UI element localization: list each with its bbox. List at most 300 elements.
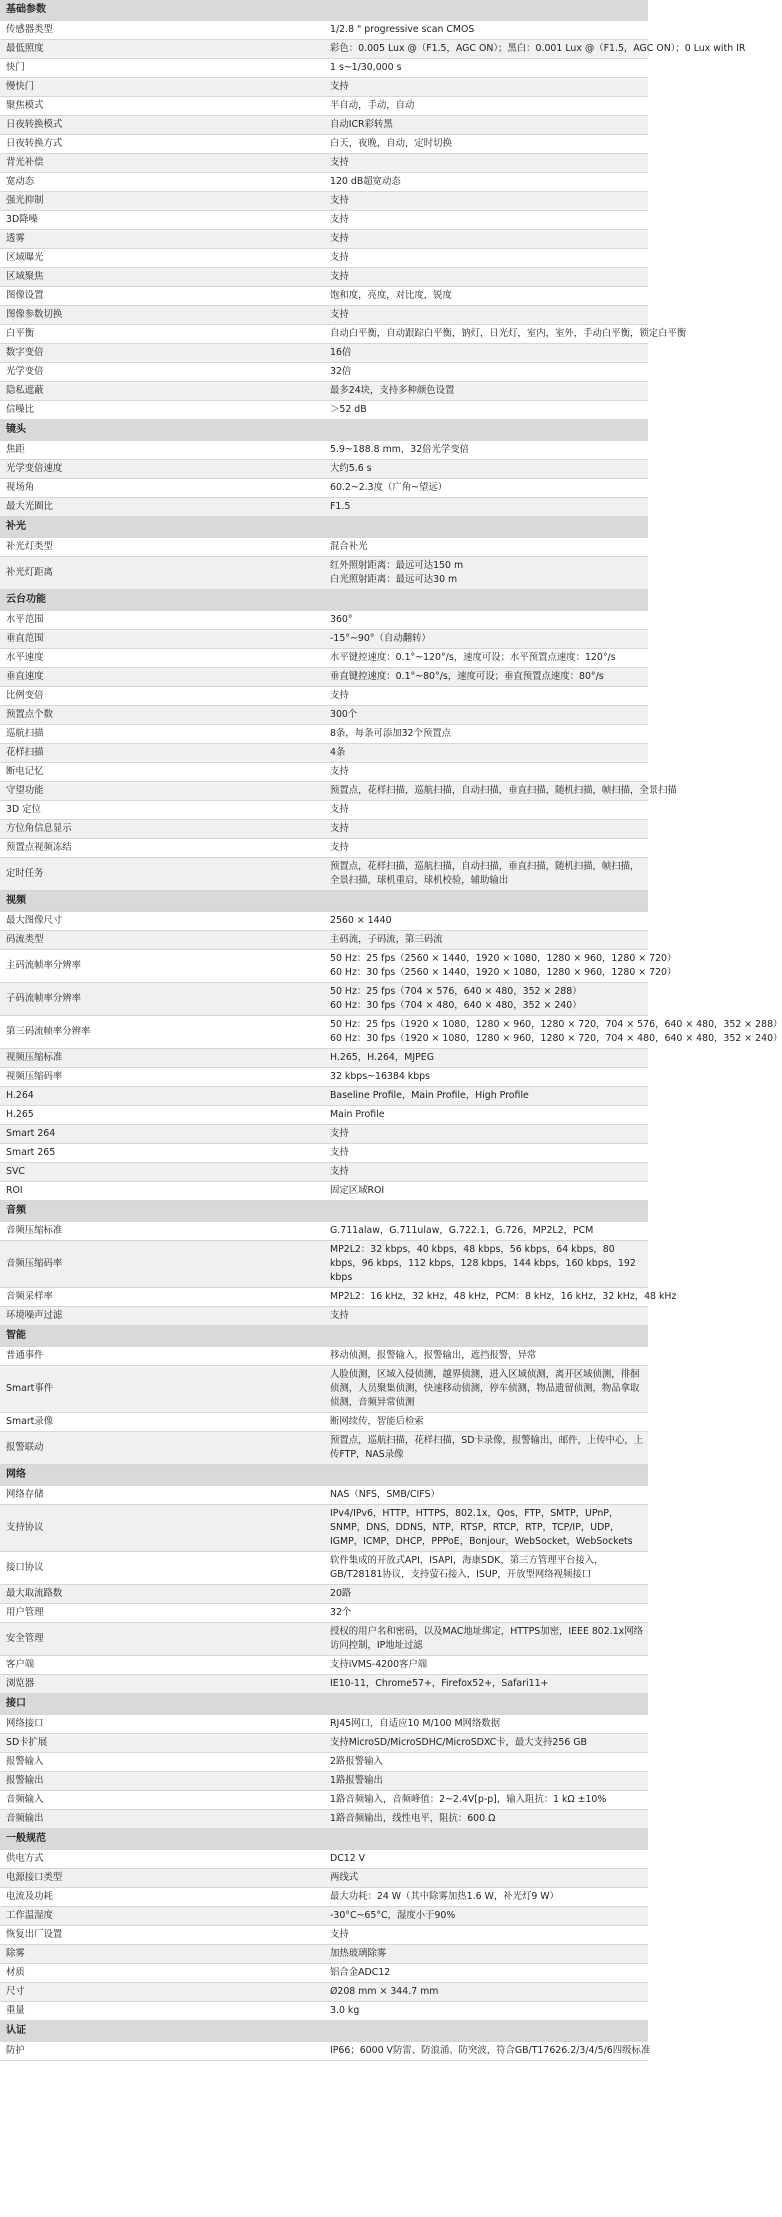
- spec-value: [324, 1983, 648, 2002]
- spec-label: 接口协议: [0, 1552, 324, 1585]
- spec-value: [324, 1810, 648, 1829]
- spec-row: [0, 1347, 648, 1366]
- spec-value-line: 白天，夜晚，自动，定时切换: [330, 138, 452, 149]
- spec-label: 恢复出厂设置: [0, 1926, 324, 1945]
- spec-label: 子码流帧率分辨率: [0, 983, 324, 1016]
- spec-value-line: 水平键控速度：0.1°~120°/s，速度可设；水平预置点速度：120°/s: [330, 652, 616, 663]
- spec-value-line: 50 Hz：25 fps（704 × 576，640 × 480，352 × 288）: [330, 986, 582, 997]
- spec-value: [324, 441, 648, 460]
- spec-row: [0, 538, 648, 557]
- spec-label: 音频压缩标准: [0, 1222, 324, 1241]
- spec-row: [0, 1907, 648, 1926]
- spec-value-line: 加热玻璃除雾: [330, 1948, 387, 1959]
- spec-label: 图像参数切换: [0, 306, 324, 325]
- spec-label: 音频输出: [0, 1810, 324, 1829]
- spec-label: 网络存储: [0, 1486, 324, 1505]
- spec-row: [0, 931, 648, 950]
- spec-row: [0, 950, 648, 983]
- spec-label: 工作温湿度: [0, 1907, 324, 1926]
- spec-value: [324, 1182, 648, 1201]
- spec-row: [0, 1106, 648, 1125]
- spec-label: 水平速度: [0, 649, 324, 668]
- spec-value-line: 360°: [330, 614, 353, 625]
- spec-value: [324, 268, 648, 287]
- spec-label: 供电方式: [0, 1850, 324, 1869]
- spec-value: [324, 1413, 648, 1432]
- spec-value-line: 红外照射距离：最远可达150 m: [330, 560, 464, 571]
- spec-row: [0, 382, 648, 401]
- spec-value: [324, 611, 648, 630]
- spec-value-line: 5.9~188.8 mm，32倍光学变倍: [330, 444, 470, 455]
- spec-row: [0, 268, 648, 287]
- spec-value: [324, 1016, 782, 1049]
- spec-value-line: 50 Hz：25 fps（1920 × 1080，1280 × 960，1280 × 720，704 × 576，640 × 480，352 × 288）: [330, 1019, 782, 1030]
- spec-value: [324, 1675, 648, 1694]
- spec-value: [324, 479, 648, 498]
- spec-label: 用户管理: [0, 1604, 324, 1623]
- spec-label: 视频压缩标准: [0, 1049, 324, 1068]
- spec-row: [0, 1585, 648, 1604]
- spec-value-line: 支持: [330, 1166, 349, 1177]
- spec-label: Smart 265: [0, 1144, 324, 1163]
- spec-label: 信噪比: [0, 401, 324, 420]
- spec-row: [0, 801, 648, 820]
- section-header: [0, 1465, 648, 1486]
- spec-row: [0, 725, 648, 744]
- spec-value: [324, 1241, 648, 1288]
- spec-value-line: 32个: [330, 1607, 352, 1618]
- spec-row: [0, 820, 648, 839]
- spec-label: SVC: [0, 1163, 324, 1182]
- spec-value: [324, 498, 648, 517]
- spec-value: [324, 154, 648, 173]
- spec-value: [324, 1125, 648, 1144]
- spec-value: [324, 931, 648, 950]
- spec-value: [324, 401, 648, 420]
- spec-value-line: 支持: [330, 195, 349, 206]
- spec-value-line: 大约5.6 s: [330, 463, 372, 474]
- spec-label: 焦距: [0, 441, 324, 460]
- spec-value-line: 32倍: [330, 366, 352, 377]
- spec-row: [0, 1810, 648, 1829]
- spec-value-line: 120 dB超宽动态: [330, 176, 401, 187]
- spec-row: [0, 230, 648, 249]
- spec-value: [324, 40, 746, 59]
- section-title: 一般规范: [0, 1829, 648, 1850]
- spec-value-line: 1路报警输出: [330, 1775, 383, 1786]
- spec-label: 断电记忆: [0, 763, 324, 782]
- spec-value: [324, 1734, 648, 1753]
- spec-value-line: 支持: [330, 214, 349, 225]
- spec-row: [0, 344, 648, 363]
- spec-row: [0, 1926, 648, 1945]
- spec-value-line: -30°C~65°C，湿度小于90%: [330, 1910, 456, 1921]
- spec-value: [324, 1791, 648, 1810]
- spec-value-line: 两线式: [330, 1872, 359, 1883]
- spec-label: 报警输出: [0, 1772, 324, 1791]
- spec-label: 最大光圈比: [0, 498, 324, 517]
- spec-row: [0, 21, 648, 40]
- spec-row: [0, 498, 648, 517]
- section-header: [0, 517, 648, 538]
- spec-row: [0, 97, 648, 116]
- spec-label: 重量: [0, 2002, 324, 2021]
- spec-label: 预置点视频冻结: [0, 839, 324, 858]
- spec-row: [0, 211, 648, 230]
- spec-value-line: 支持: [330, 271, 349, 282]
- spec-value-line: 300个: [330, 709, 358, 720]
- spec-label: 补光灯距离: [0, 557, 324, 590]
- spec-value-line: 主码流，子码流，第三码流: [330, 934, 443, 945]
- spec-row: [0, 173, 648, 192]
- spec-label: 区域聚焦: [0, 268, 324, 287]
- spec-label: 聚焦模式: [0, 97, 324, 116]
- spec-label: Smart 264: [0, 1125, 324, 1144]
- spec-value: [324, 1926, 648, 1945]
- spec-value: [324, 1945, 648, 1964]
- spec-value-line: 50 Hz：25 fps（2560 × 1440，1920 × 1080，1280 × 960，1280 × 720）: [330, 953, 677, 964]
- spec-label: 光学变倍速度: [0, 460, 324, 479]
- spec-label: 比例变倍: [0, 687, 324, 706]
- spec-label: 第三码流帧率分辨率: [0, 1016, 324, 1049]
- spec-value: [324, 1307, 648, 1326]
- spec-value: [324, 344, 648, 363]
- spec-value: [324, 1604, 648, 1623]
- spec-value: [324, 382, 648, 401]
- spec-value-line: 支持: [330, 157, 349, 168]
- spec-value-line: 32 kbps~16384 kbps: [330, 1071, 430, 1082]
- spec-label: 快门: [0, 59, 324, 78]
- spec-row: [0, 687, 648, 706]
- spec-value-line: 支持: [330, 252, 349, 263]
- spec-row: [0, 192, 648, 211]
- spec-value: [324, 78, 648, 97]
- spec-value: [324, 687, 648, 706]
- section-title: 基础参数: [0, 0, 648, 21]
- spec-label: H.265: [0, 1106, 324, 1125]
- spec-value: [324, 1288, 677, 1307]
- spec-value-line: 垂直键控速度：0.1°~80°/s，速度可设；垂直预置点速度：80°/s: [330, 671, 604, 682]
- spec-row: [0, 1983, 648, 2002]
- spec-value-line: 60 Hz：30 fps（1920 × 1080，1280 × 960，1280 × 720，704 × 480，640 × 480，352 × 240）: [330, 1033, 782, 1044]
- spec-row: [0, 1125, 648, 1144]
- spec-value: [324, 1087, 648, 1106]
- section-header: [0, 1829, 648, 1850]
- spec-value: [324, 912, 648, 931]
- spec-value-line: 支持: [330, 1147, 349, 1158]
- spec-label: 补光灯类型: [0, 538, 324, 557]
- spec-label: 除雾: [0, 1945, 324, 1964]
- spec-value: [324, 306, 648, 325]
- spec-value-line: -15°~90°（自动翻转）: [330, 633, 431, 644]
- spec-value-line: 支持: [330, 690, 349, 701]
- spec-label: 客户端: [0, 1656, 324, 1675]
- spec-label: 数字变倍: [0, 344, 324, 363]
- spec-value-line: 2路报警输入: [330, 1756, 383, 1767]
- spec-value: [324, 2042, 651, 2061]
- spec-value-line: ＞52 dB: [330, 404, 367, 415]
- spec-label: 音频输入: [0, 1791, 324, 1810]
- spec-row: [0, 668, 648, 687]
- spec-row: [0, 1623, 648, 1656]
- spec-row: [0, 1675, 648, 1694]
- spec-value: [324, 460, 648, 479]
- spec-row: [0, 116, 648, 135]
- spec-label: 背光补偿: [0, 154, 324, 173]
- spec-value: [324, 1772, 648, 1791]
- spec-value-line: 自动ICR彩转黑: [330, 119, 393, 130]
- spec-value-line: RJ45网口，自适应10 M/100 M网络数据: [330, 1718, 501, 1729]
- spec-label: 花样扫描: [0, 744, 324, 763]
- spec-row: [0, 154, 648, 173]
- spec-value-line: 支持: [330, 309, 349, 320]
- spec-value: [324, 230, 648, 249]
- spec-value: [324, 820, 648, 839]
- section-title: 云台功能: [0, 590, 648, 611]
- spec-label: 环境噪声过滤: [0, 1307, 324, 1326]
- spec-value: [324, 97, 648, 116]
- spec-row: [0, 1552, 648, 1585]
- spec-value-line: 支持: [330, 823, 349, 834]
- spec-row: [0, 1163, 648, 1182]
- spec-label: 强光抑制: [0, 192, 324, 211]
- spec-row: [0, 479, 648, 498]
- spec-label: 日夜转换模式: [0, 116, 324, 135]
- spec-value: [324, 1144, 648, 1163]
- spec-row: [0, 1016, 648, 1049]
- spec-row: [0, 78, 648, 97]
- spec-value-line: MP2L2：32 kbps，40 kbps，48 kbps，56 kbps，64 kbps，80 kbps，96 kbps，112 kbps，128 kbps，144 kbps，160 kbps，192 kbps: [330, 1244, 636, 1283]
- spec-label: Smart事件: [0, 1366, 324, 1413]
- spec-value-line: IPv4/IPv6，HTTP，HTTPS，802.1x，Qos，FTP，SMTP，UPnP，SNMP，DNS，DDNS，NTP，RTSP，RTCP，RTP，TCP/IP，UDP，IGMP，ICMP，DHCP，PPPoE，Bonjour，WebSocket，WebSockets: [330, 1508, 633, 1547]
- spec-value: [324, 1907, 648, 1926]
- spec-label: 音频压缩码率: [0, 1241, 324, 1288]
- spec-value: [324, 1850, 648, 1869]
- spec-label: 报警联动: [0, 1432, 324, 1465]
- spec-row: [0, 1791, 648, 1810]
- spec-row: [0, 782, 648, 801]
- spec-value-line: 白光照射距离：最远可达30 m: [330, 574, 458, 585]
- spec-label: 最大取流路数: [0, 1585, 324, 1604]
- spec-value: [324, 1347, 648, 1366]
- spec-value: [324, 1585, 648, 1604]
- spec-row: [0, 325, 648, 344]
- section-title: 补光: [0, 517, 648, 538]
- spec-value: [324, 630, 648, 649]
- spec-value: [324, 668, 648, 687]
- spec-value: [324, 363, 648, 382]
- spec-row: [0, 1850, 648, 1869]
- spec-value-line: H.265，H.264，MJPEG: [330, 1052, 434, 1063]
- spec-row: [0, 1413, 648, 1432]
- spec-value-line: 支持iVMS-4200客户端: [330, 1659, 428, 1670]
- spec-value: [324, 1106, 648, 1125]
- section-header: [0, 2021, 648, 2042]
- spec-label: 防护: [0, 2042, 324, 2061]
- spec-value: [324, 706, 648, 725]
- spec-row: [0, 135, 648, 154]
- spec-value-line: 60.2~2.3度（广角~望远）: [330, 482, 448, 493]
- spec-label: 区域曝光: [0, 249, 324, 268]
- spec-value: [324, 1505, 648, 1552]
- spec-label: 宽动态: [0, 173, 324, 192]
- spec-value-line: 3.0 kg: [330, 2005, 360, 2016]
- spec-label: SD卡扩展: [0, 1734, 324, 1753]
- spec-value-line: 半自动，手动，自动: [330, 100, 415, 111]
- spec-label: 白平衡: [0, 325, 324, 344]
- spec-label: 视频压缩码率: [0, 1068, 324, 1087]
- spec-value: [324, 538, 648, 557]
- spec-value-line: 预置点，巡航扫描，花样扫描，SD卡录像，报警输出，邮件，上传中心，上传FTP，NAS录像: [330, 1435, 644, 1460]
- spec-value: [324, 21, 648, 40]
- section-header: [0, 891, 648, 912]
- spec-label: 垂直速度: [0, 668, 324, 687]
- spec-value: [324, 2002, 648, 2021]
- spec-label: 音频采样率: [0, 1288, 324, 1307]
- spec-value: [324, 782, 677, 801]
- spec-value: [324, 325, 687, 344]
- spec-value-line: 16倍: [330, 347, 352, 358]
- spec-row: [0, 1964, 648, 1983]
- spec-label: 守望功能: [0, 782, 324, 801]
- spec-value: [324, 59, 648, 78]
- spec-row: [0, 1656, 648, 1675]
- spec-value: [324, 116, 648, 135]
- spec-value: [324, 1656, 648, 1675]
- spec-value: [324, 249, 648, 268]
- spec-label: 视场角: [0, 479, 324, 498]
- spec-value-line: IP66；6000 V防雷、防浪涌、防突波，符合GB/T17626.2/3/4/5/6四级标准: [330, 2045, 651, 2056]
- spec-row: [0, 249, 648, 268]
- spec-value-line: 支持: [330, 1929, 349, 1940]
- spec-row: [0, 744, 648, 763]
- spec-row: [0, 649, 648, 668]
- spec-label: 垂直范围: [0, 630, 324, 649]
- spec-value: [324, 1869, 648, 1888]
- spec-value: [324, 1964, 648, 1983]
- spec-row: [0, 763, 648, 782]
- spec-value: [324, 1366, 648, 1413]
- spec-value-line: 自动白平衡，自动跟踪白平衡，钠灯，日光灯，室内，室外，手动白平衡，锁定白平衡: [330, 328, 687, 339]
- spec-value: [324, 1486, 648, 1505]
- spec-value-line: 软件集成的开放式API，ISAPI，海康SDK，第三方管理平台接入，GB/T28181协议，支持萤石接入，ISUP，开放型网络视频接口: [330, 1555, 604, 1580]
- spec-value-line: 授权的用户名和密码，以及MAC地址绑定，HTTPS加密，IEEE 802.1x网络访问控制，IP地址过滤: [330, 1626, 643, 1651]
- spec-row: [0, 912, 648, 931]
- section-title: 接口: [0, 1694, 648, 1715]
- spec-row: [0, 40, 648, 59]
- spec-value-line: 20路: [330, 1588, 352, 1599]
- spec-value: [324, 725, 648, 744]
- spec-label: 主码流帧率分辨率: [0, 950, 324, 983]
- spec-value-line: 1/2.8 " progressive scan CMOS: [330, 24, 475, 35]
- spec-row: [0, 1049, 648, 1068]
- spec-value-line: 支持MicroSD/MicroSDHC/MicroSDXC卡，最大支持256 GB: [330, 1737, 587, 1748]
- section-title: 认证: [0, 2021, 648, 2042]
- spec-value-line: 1路音频输出，线性电平，阻抗：600 Ω: [330, 1813, 496, 1824]
- spec-label: 隐私遮蔽: [0, 382, 324, 401]
- spec-value-line: 8条，每条可添加32个预置点: [330, 728, 452, 739]
- spec-value: [324, 983, 648, 1016]
- spec-value-line: 移动侦测，报警输入，报警输出，遮挡报警，异常: [330, 1350, 537, 1361]
- section-title: 镜头: [0, 420, 648, 441]
- spec-row: [0, 363, 648, 382]
- spec-value-line: F1.5: [330, 501, 351, 512]
- spec-row: [0, 630, 648, 649]
- spec-row: [0, 306, 648, 325]
- spec-row: [0, 1432, 648, 1465]
- spec-value: [324, 1432, 648, 1465]
- spec-value-line: Main Profile: [330, 1109, 385, 1120]
- spec-label: 最大图像尺寸: [0, 912, 324, 931]
- spec-value-line: 预置点，花样扫描，巡航扫描，自动扫描，垂直扫描，随机扫描，帧扫描，全景扫描，球机重启，球机校验，辅助输出: [330, 861, 640, 886]
- section-header: [0, 1201, 648, 1222]
- spec-row: [0, 460, 648, 479]
- spec-row: [0, 1753, 648, 1772]
- spec-label: 日夜转换方式: [0, 135, 324, 154]
- spec-value: [324, 192, 648, 211]
- spec-value: [324, 1068, 648, 1087]
- spec-label: 支持协议: [0, 1505, 324, 1552]
- spec-row: [0, 1734, 648, 1753]
- spec-value-line: 固定区域ROI: [330, 1185, 385, 1196]
- spec-row: [0, 1772, 648, 1791]
- spec-value-line: IE10-11，Chrome57+，Firefox52+，Safari11+: [330, 1678, 549, 1689]
- spec-value-line: 2560 × 1440: [330, 915, 392, 926]
- spec-row: [0, 839, 648, 858]
- spec-row: [0, 1366, 648, 1413]
- section-header: [0, 0, 648, 21]
- spec-row: [0, 1505, 648, 1552]
- spec-value-line: 混合补光: [330, 541, 368, 552]
- spec-label: H.264: [0, 1087, 324, 1106]
- spec-row: [0, 441, 648, 460]
- spec-row: [0, 1604, 648, 1623]
- section-header: [0, 1326, 648, 1347]
- spec-label: 电源接口类型: [0, 1869, 324, 1888]
- spec-row: [0, 1087, 648, 1106]
- spec-value-line: MP2L2：16 kHz，32 kHz，48 kHz，PCM：8 kHz，16 kHz，32 kHz，48 kHz: [330, 1291, 677, 1302]
- spec-row: [0, 557, 648, 590]
- spec-row: [0, 983, 648, 1016]
- spec-label: 材质: [0, 1964, 324, 1983]
- spec-label: 尺寸: [0, 1983, 324, 2002]
- spec-label: 传感器类型: [0, 21, 324, 40]
- section-title: 视频: [0, 891, 648, 912]
- spec-value: [324, 1222, 648, 1241]
- spec-value: [324, 1163, 648, 1182]
- spec-value-line: G.711alaw，G.711ulaw，G.722.1，G.726，MP2L2，PCM: [330, 1225, 594, 1236]
- spec-label: 3D降噪: [0, 211, 324, 230]
- spec-value: [324, 763, 648, 782]
- spec-value: [324, 1623, 648, 1656]
- spec-value: [324, 744, 648, 763]
- spec-value-line: 60 Hz：30 fps（2560 × 1440，1920 × 1080，1280 × 960，1280 × 720）: [330, 967, 677, 978]
- spec-row: [0, 1888, 648, 1907]
- spec-value-line: Ø208 mm × 344.7 mm: [330, 1986, 439, 1997]
- spec-value: [324, 287, 648, 306]
- spec-value-line: 1路音频输入，音频峰值：2~2.4V[p-p]，输入阻抗：1 kΩ ±10%: [330, 1794, 607, 1805]
- spec-value-line: 支持: [330, 1128, 349, 1139]
- spec-label: 光学变倍: [0, 363, 324, 382]
- spec-value: [324, 649, 648, 668]
- spec-value-line: 断网续传，智能后检索: [330, 1416, 424, 1427]
- spec-value-line: NAS（NFS，SMB/CIFS）: [330, 1489, 440, 1500]
- spec-row: [0, 1486, 648, 1505]
- spec-value-line: 最多24块，支持多种颜色设置: [330, 385, 455, 396]
- spec-label: 电流及功耗: [0, 1888, 324, 1907]
- spec-row: [0, 1222, 648, 1241]
- spec-row: [0, 401, 648, 420]
